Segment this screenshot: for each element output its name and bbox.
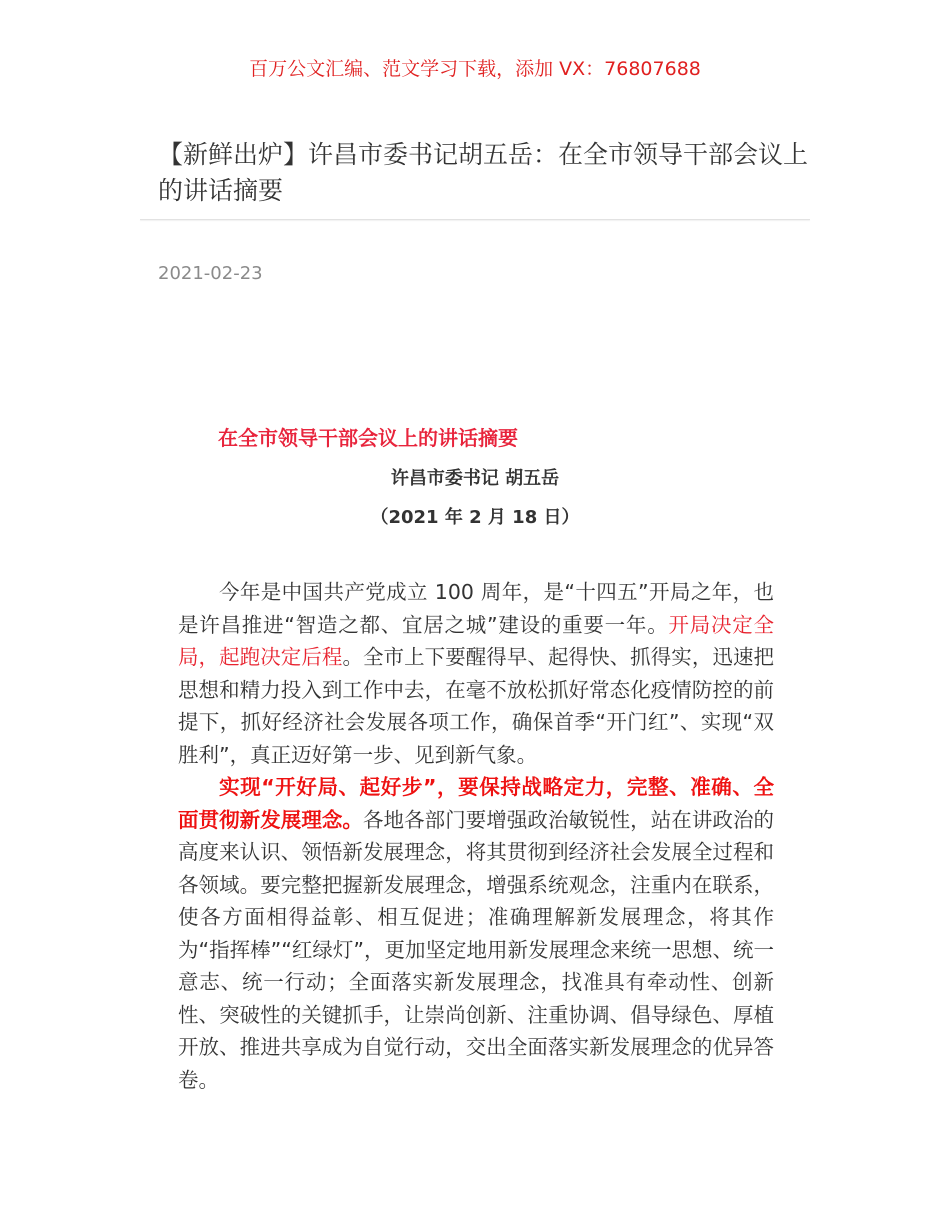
paragraph-2 [178, 771, 774, 1096]
paragraph-1 [178, 576, 774, 771]
paragraph-text: 。全市上下要醒得早、起得快、抓得实，迅速把思想和精力投入到工作中去，在毫不放松抓好常态化疫情防控的前提下，抓好经济社会发展各项工作，确保首季“开门红”、实现“双胜利”，真正迈好第一步、见到新气象。 [178, 645, 775, 767]
highlighted-phrase: 开局决定全局，起跑决定后程 [178, 612, 775, 669]
paragraph-text: 各地各部门要增强政治敏锐性，站在讲政治的高度来认识、领悟新发展理念，将其贯彻到经济社会发展全过程和各领域。要完整把握新发展理念，增强系统观念，注重内在联系，使各方面相得益彰、相互促进；准确理解新发展理念，将其作为“指挥棒”“红绿灯”，更加坚定地用新发展理念来统一思想、统一意志、统一行动；全面落实新发展理念，找准具有牵动性、创新性、突破性的关键抓手，让崇尚创新、注重协调、倡导绿色、厚植开放、推进共享成为自觉行动，交出全面落实新发展理念的优异答卷。 [178, 807, 775, 1092]
article-body [178, 576, 774, 1096]
highlighted-lead-sentence: 实现“开好局、起好步”，要保持战略定力，完整、准确、全面贯彻新发展理念。 [178, 775, 774, 832]
article-byline: 许昌市委书记 胡五岳 [390, 468, 560, 489]
paragraph-text: 今年是中国共产党成立 100 周年，是“十四五”开局之年，也是许昌推进“智造之都、宜居之城”建设的重要一年。 [178, 580, 774, 637]
publish-date: 2021-02-23 [158, 263, 263, 284]
article-heading: 在全市领导干部会议上的讲话摘要 [218, 426, 518, 450]
page-title: 【新鲜出炉】许昌市委书记胡五岳：在全市领导干部会议上的讲话摘要 [158, 140, 809, 205]
title-divider [140, 219, 810, 220]
article-dateline: （2021 年 2 月 18 日） [370, 507, 580, 528]
promo-banner: 百万公文汇编、范文学习下载，添加 VX：76807688 [249, 58, 701, 80]
